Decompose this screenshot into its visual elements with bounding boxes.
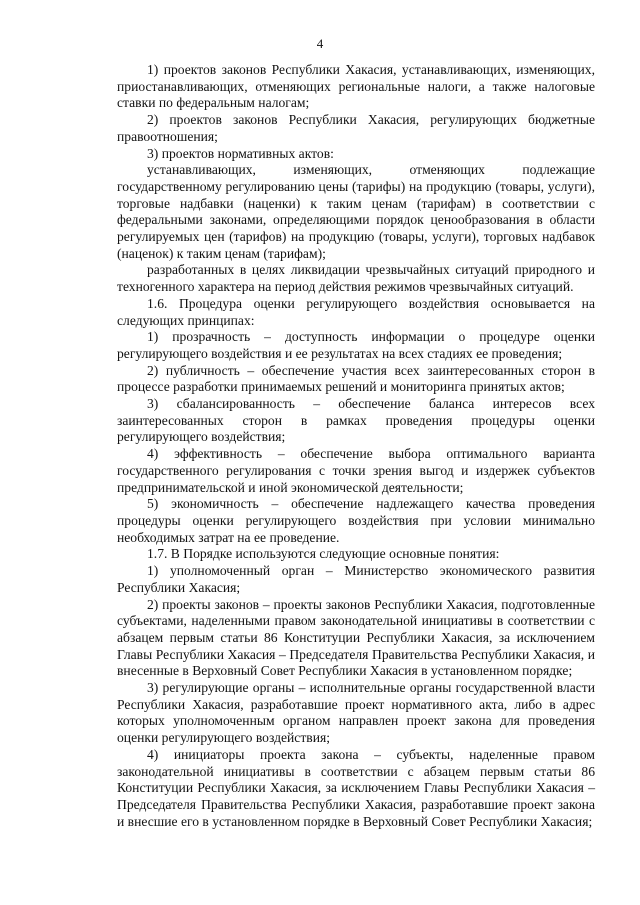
paragraph-section-1-7: 1.7. В Порядке используются следующие основные понятия:	[147, 546, 500, 562]
page-number: 4	[316, 36, 324, 51]
paragraph-prices-tariffs: устанавливающих, изменяющих, отменяющих подлежащие государственному регулированию цены (тарифы) на продукцию (товары, услуги), торговые надбавки (наценки) к таким ценам (тарифам) в соответствии с федеральными законами, определяющими порядок ценообразования в области регулируемых цен (тарифов) на продукцию (товары, услуги), торговых надбавок (наценок) к таким ценам (тарифам);	[117, 162, 595, 261]
paragraph-term-initiators: 4) инициаторы проекта закона – субъекты, наделенные правом законодательной инициативы в соответствии с абзацем первым статьи 86 Конституции Республики Хакасия, за исключением Главы Республики Хакасия – Председателя Правительства Республики Хакасия, разработавшие проект закона и внесшие его в установленном порядке в Верховный Совет Республики Хакасия;	[117, 746, 595, 829]
paragraph-principle-economy: 5) экономичность – обеспечение надлежащего качества проведения процедуры оценки регулирующего воздействия при условии минимально необходимых затрат на ее проведение.	[117, 496, 595, 545]
paragraph-item-3-normative-acts: 3) проектов нормативных актов:	[147, 145, 334, 161]
paragraph-principle-balance: 3) сбалансированность – обеспечение баланса интересов всех заинтересованных сторон в рамках проведения процедуры оценки регулирующего воздействия;	[117, 396, 595, 445]
paragraph-item-2-budget-laws: 2) проектов законов Республики Хакасия, регулирующих бюджетные правоотношения;	[117, 112, 595, 144]
paragraph-principle-efficiency: 4) эффективность – обеспечение выбора оптимального варианта государственного регулирования с точки зрения выгод и издержек субъектов предпринимательской и иной экономической деятельности;	[117, 446, 595, 495]
paragraph-principle-transparency: 1) прозрачность – доступность информации о процедуре оценки регулирующего воздействия и ее результатах на всех стадиях ее проведения;	[117, 329, 595, 361]
paragraph-principle-publicity: 2) публичность – обеспечение участия всех заинтересованных сторон в процессе разработки принимаемых решений и мониторинга принятых актов;	[117, 362, 595, 395]
paragraph-section-1-6: 1.6. Процедура оценки регулирующего воздействия основывается на следующих принципах:	[117, 295, 595, 328]
paragraph-term-regulating-bodies: 3) регулирующие органы – исполнительные органы государственной власти Республики Хакасия, разработавшие проект нормативного акта, либо в адрес которых уполномоченным органом направлен проект закона для проведения оценки регулирующего воздействия;	[117, 680, 595, 746]
paragraph-emergency: разработанных в целях ликвидации чрезвычайных ситуаций природного и техногенного характера на период действия режимов чрезвычайных ситуаций.	[117, 262, 595, 295]
paragraph-term-draft-laws: 2) проекты законов – проекты законов Республики Хакасия, подготовленные субъектами, наделенными правом законодательной инициативы в соответствии с абзацем первым статьи 86 Конституции Республики Хакасия, за исключением Главы Республики Хакасия – Председателя Правительства Республики Хакасия, и внесенные в Верховный Совет Республики Хакасия в установленном порядке;	[117, 596, 595, 679]
paragraph-item-1-tax-laws: 1) проектов законов Республики Хакасия, устанавливающих, изменяющих, приостанавливающих, отменяющих региональные налоги, а также налоговые ставки по федеральным налогам;	[117, 62, 595, 111]
document-body	[117, 62, 595, 830]
paragraph-term-authorized-body: 1) уполномоченный орган – Министерство экономического развития Республики Хакасия;	[117, 563, 595, 595]
